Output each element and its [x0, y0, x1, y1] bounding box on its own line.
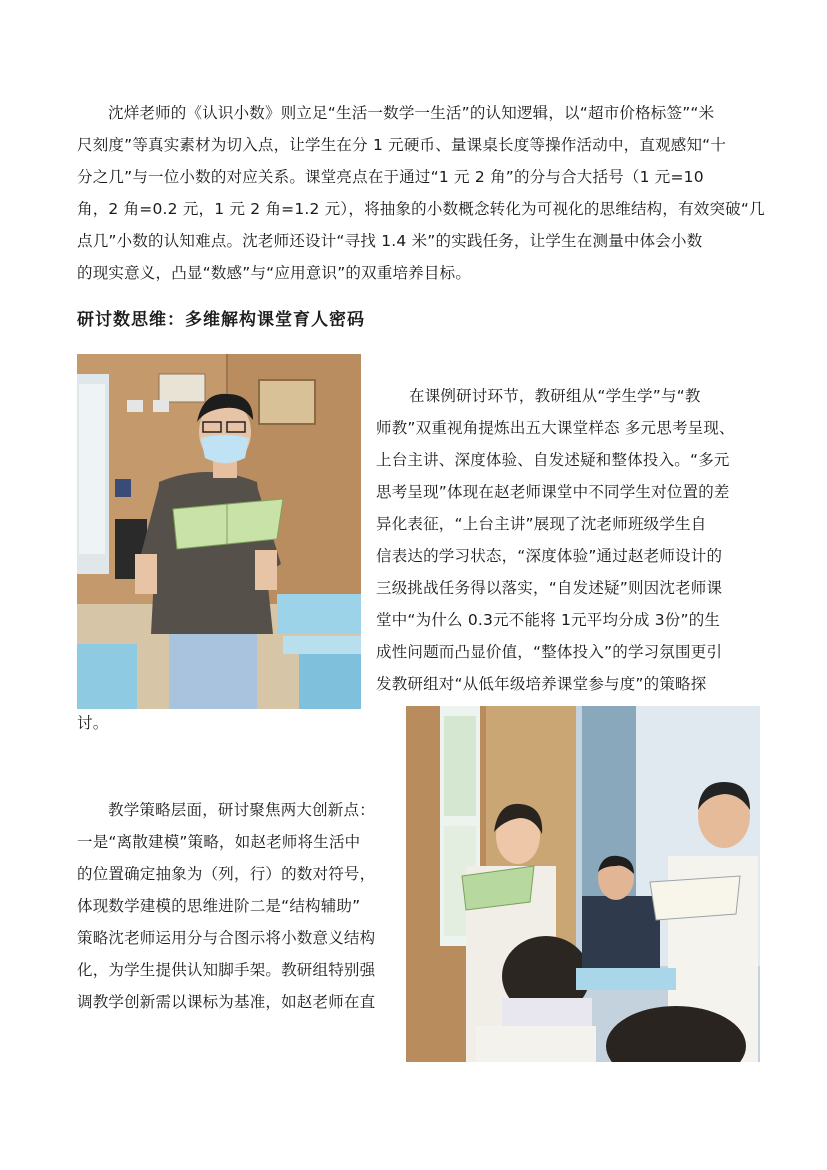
classroom-discussion-photo	[406, 706, 760, 1062]
text-line: 分之几”与一位小数的对应关系。课堂亮点在于通过“1 元 2 角”的分与合大括号（1 元=10	[77, 168, 704, 186]
text-line: 调教学创新需以课标为基准，如赵老师在直	[77, 993, 376, 1011]
text-line: 异化表征，“上台主讲”展现了沈老师班级学生自	[376, 515, 707, 533]
text-line: 的现实意义，凸显“数感”与“应用意识”的双重培养目标。	[77, 264, 472, 282]
text-line: 角，2 角=0.2 元，1 元 2 角=1.2 元），将抽象的小数概念转化为可视化的思维结构，有效突破“几	[77, 200, 765, 218]
text-line: 体现数学建模的思维进阶二是“结构辅助”	[77, 897, 361, 915]
text-line: 教学策略层面，研讨聚焦两大创新点：	[108, 801, 375, 819]
text-line: 发教研组对“从低年级培养课堂参与度”的策略探	[376, 675, 707, 693]
text-line: 的位置确定抽象为（列，行）的数对符号，	[77, 865, 376, 883]
text-line: 上台主讲、深度体验、自发述疑和整体投入。“多元	[376, 451, 730, 469]
text-line: 思考呈现”体现在赵老师课堂中不同学生对位置的差	[376, 483, 730, 501]
text-line: 三级挑战任务得以落实，“自发述疑”则因沈老师课	[376, 579, 723, 597]
text-line: 堂中“为什么 0.3元不能将 1元平均分成 3份”的生	[376, 611, 721, 629]
text-line: 策略沈老师运用分与合图示将小数意义结构	[77, 929, 376, 947]
text-line: 一是“离散建模”策略，如赵老师将生活中	[77, 833, 361, 851]
text-line: 信表达的学习状态，“深度体验”通过赵老师设计的	[376, 547, 723, 565]
text-line: 尺刻度”等真实素材为切入点，让学生在分 1 元硬币、量课桌长度等操作活动中，直观感知“十	[77, 136, 727, 154]
text-line: 讨。	[77, 714, 109, 732]
text-line: 沈烊老师的《认识小数》则立足“生活一数学一生活”的认知逻辑，以“超市价格标签”“米	[108, 104, 715, 122]
text-line: 点几”小数的认知难点。沈老师还设计“寻找 1.4 米”的实践任务，让学生在测量中体会小数	[77, 232, 703, 250]
text-line: 师教”双重视角提炼出五大课堂样态 多元思考呈现、	[376, 419, 735, 437]
section-heading: 研讨数思维：多维解构课堂育人密码	[77, 310, 365, 330]
text-line: 成性问题而凸显价值，“整体投入”的学习氛围更引	[376, 643, 723, 661]
teacher-reading-photo	[77, 354, 361, 709]
text-line: 化，为学生提供认知脚手架。教研组特别强	[77, 961, 376, 979]
text-line: 在课例研讨环节，教研组从“学生学”与“教	[409, 387, 701, 405]
